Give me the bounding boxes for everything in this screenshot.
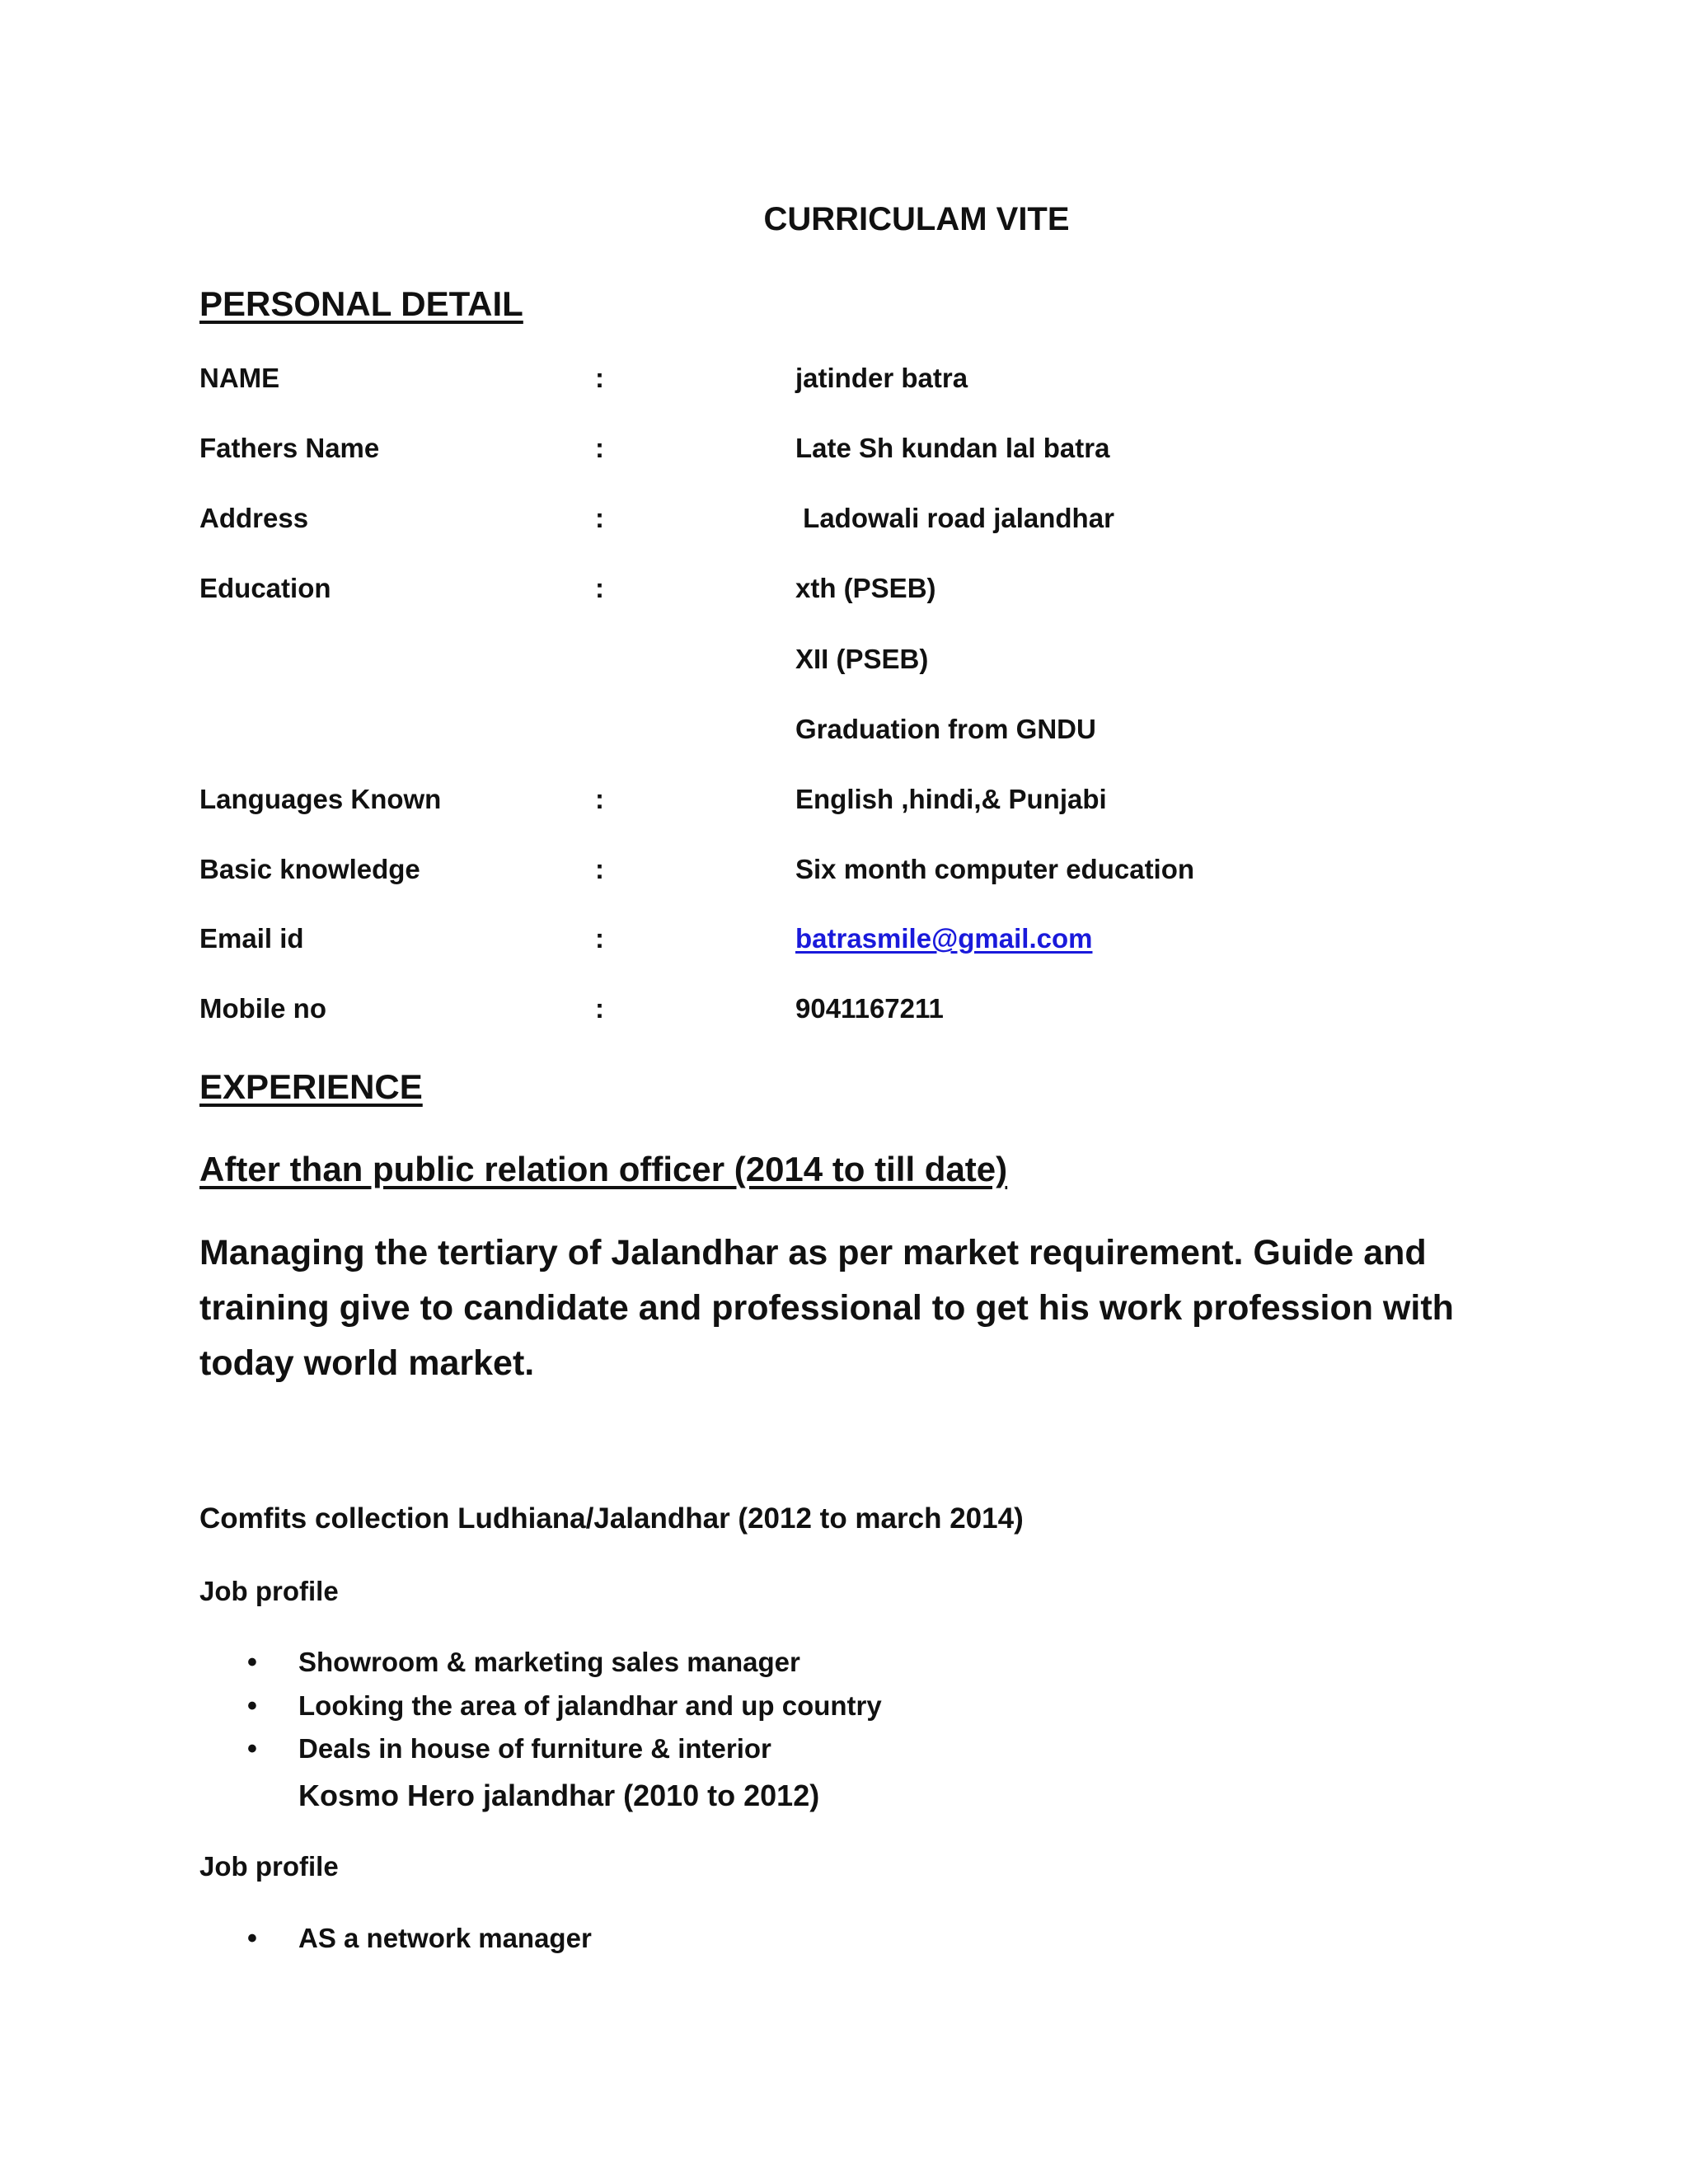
job-bullet: Showroom & marketing sales manager [298,1647,800,1677]
job-bullet: AS a network manager [298,1923,592,1953]
languages-value: English ,hindi,& Punjabi [795,784,1107,814]
row-colon: : [595,993,604,1024]
basic-knowledge-value: Six month computer education [795,854,1195,884]
email-link[interactable]: batrasmile@gmail.com [795,923,1093,954]
languages-label: Languages Known [199,784,442,814]
job-title: Kosmo Hero jalandhar (2010 to 2012) [298,1779,820,1812]
document-title: CURRICULAM VITE [763,201,1070,237]
row-colon: : [595,854,604,884]
row-colon: : [595,784,604,814]
job-profile-label: Job profile [199,1576,339,1606]
basic-knowledge-label: Basic knowledge [199,854,420,884]
row-colon: : [595,363,604,393]
job-bullet: Looking the area of jalandhar and up country [298,1690,882,1721]
row-colon: : [595,503,604,533]
current-position-title: After than public relation officer (2014 to till date) [199,1150,1008,1188]
job-bullet: Deals in house of furniture & interior [298,1733,771,1764]
row-colon: : [595,923,604,954]
mobile-value: 9041167211 [795,993,944,1024]
bullet-icon: • [247,1647,257,1678]
row-colon: : [595,433,604,463]
job-title: Comfits collection Ludhiana/Jalandhar (2012 to march 2014) [199,1502,1024,1535]
name-label: NAME [199,363,280,393]
mobile-label: Mobile no [199,993,326,1024]
education-value-2: XII (PSEB) [795,644,929,674]
education-label: Education [199,573,331,603]
fathers-name-label: Fathers Name [199,433,380,463]
email-label: Email id [199,923,304,954]
bullet-icon: • [247,1923,257,1954]
current-position-description: Managing the tertiary of Jalandhar as per market requirement. Guide and training give to candidate and professional to get his work profession with today world market. [199,1233,1454,1383]
experience-heading: EXPERIENCE [199,1067,423,1106]
address-label: Address [199,503,309,533]
bullet-icon: • [247,1733,257,1765]
education-value-1: xth (PSEB) [795,573,936,603]
job-profile-label: Job profile [199,1851,339,1882]
education-value-3: Graduation from GNDU [795,714,1096,744]
row-colon: : [595,573,604,603]
fathers-name-value: Late Sh kundan lal batra [795,433,1110,463]
name-value: jatinder batra [795,363,968,393]
address-value: Ladowali road jalandhar [795,503,1114,533]
personal-detail-heading: PERSONAL DETAIL [199,284,523,323]
bullet-icon: • [247,1690,257,1722]
